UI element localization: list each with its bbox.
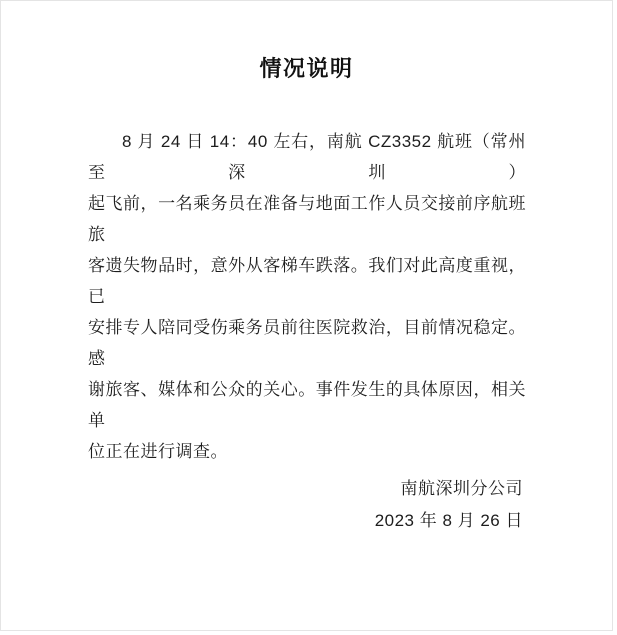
body-line: 8 月 24 日 14：40 左右，南航 CZ3352 航班（常州至深圳） — [88, 132, 526, 182]
body-line: 起飞前，一名乘务员在准备与地面工作人员交接前序航班旅 — [88, 194, 526, 244]
signature-company: 南航深圳分公司 — [400, 479, 523, 498]
body-line: 安排专人陪同受伤乘务员前往医院救治，目前情况稳定。感 — [88, 318, 526, 368]
signature-block — [1, 473, 523, 537]
body-line: 位正在进行调查。 — [88, 442, 228, 461]
body-paragraph — [88, 126, 526, 467]
document-title: 情况说明 — [259, 56, 354, 81]
body-line: 谢旅客、媒体和公众的关心。事件发生的具体原因，相关单 — [88, 380, 526, 430]
body-line: 客遗失物品时，意外从客梯车跌落。我们对此高度重视，已 — [88, 256, 526, 306]
signature-date: 2023 年 8 月 26 日 — [374, 511, 523, 530]
